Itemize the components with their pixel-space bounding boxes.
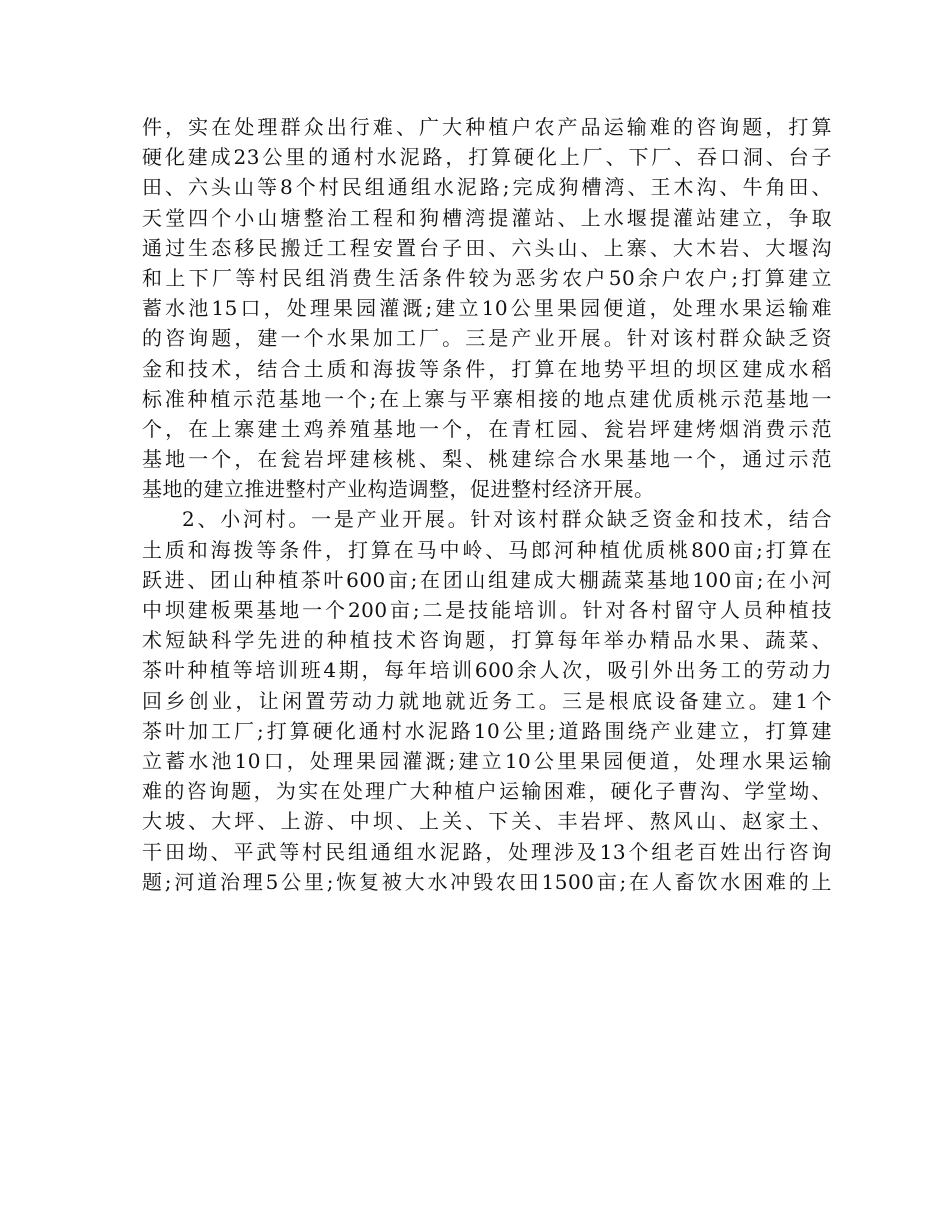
text-line: 中坝建板栗基地一个200亩;二是技能培训。针对各村留守人员种植技: [142, 598, 832, 622]
text-line: 田、六头山等8个村民组通组水泥路;完成狗槽湾、王木沟、牛角田、: [142, 175, 832, 200]
paragraph-2: [142, 504, 832, 896]
text-line: 金和技术，结合土质和海拔等条件，打算在地势平坦的坝区建成水稻: [142, 356, 832, 381]
text-line: 茶叶种植等培训班4期，每年培训600余人次，吸引外出务工的劳动力: [142, 658, 832, 683]
text-line: 硬化建成23公里的通村水泥路，打算硬化上厂、下厂、吞口洞、台子: [142, 145, 832, 170]
text-line: 2、小河村。一是产业开展。针对该村群众缺乏资金和技术，结合: [182, 507, 832, 532]
text-line: 土质和海拨等条件，打算在马中岭、马郎河种植优质桃800亩;打算在: [142, 537, 832, 562]
text-line: 个，在上寨建土鸡养殖基地一个，在青杠园、瓮岩坪建烤烟消费示范: [142, 416, 832, 441]
text-line: 跃进、团山种植茶叶600亩;在团山组建成大棚蔬菜基地100亩;在小河: [142, 567, 832, 592]
text-line: 干田坳、平武等村民组通组水泥路，处理涉及13个组老百姓出行咨询: [142, 839, 832, 864]
text-line: 蓄水池15口，处理果园灌溉;建立10公里果园便道，处理水果运输难: [142, 296, 832, 321]
text-line: 立蓄水池10口，处理果园灌溉;建立10公里果园便道，处理水果运输: [142, 748, 832, 773]
text-line: 件，实在处理群众出行难、广大种植户农产品运输难的咨询题，打算: [142, 115, 832, 139]
text-line: 术短缺科学先进的种植技术咨询题，打算每年举办精品水果、蔬菜、: [142, 628, 832, 653]
text-line: 题;河道治理5公里;恢复被大水冲毁农田1500亩;在人畜饮水困难的上: [142, 869, 832, 894]
text-line: 基地的建立推进整村产业构造调整，促进整村经济开展。: [142, 477, 655, 502]
text-line: 通过生态移民搬迁工程安置台子田、六头山、上寨、大木岩、大堰沟: [142, 235, 832, 260]
text-line: 回乡创业，让闲置劳动力就地就近务工。三是根底设备建立。建1个: [142, 688, 832, 713]
text-line: 标准种植示范基地一个;在上寨与平寨相接的地点建优质桃示范基地一: [142, 386, 832, 411]
text-line: 和上下厂等村民组消费生活条件较为恶劣农户50余户农户;打算建立: [142, 265, 832, 290]
text-line: 大坡、大坪、上游、中坝、上关、下关、丰岩坪、熬风山、赵家土、: [142, 809, 832, 834]
paragraph-1: [142, 112, 832, 504]
text-line: 茶叶加工厂;打算硬化通村水泥路10公里;道路围绕产业建立，打算建: [142, 718, 832, 743]
text-line: 基地一个，在瓮岩坪建核桃、梨、桃建综合水果基地一个，通过示范: [142, 447, 832, 472]
text-line: 天堂四个小山塘整治工程和狗槽湾提灌站、上水堰提灌站建立，争取: [142, 205, 832, 230]
text-line: 的咨询题，建一个水果加工厂。三是产业开展。针对该村群众缺乏资: [142, 326, 832, 351]
text-line: 难的咨询题，为实在处理广大种植户运输困难，硬化子曹沟、学堂坳、: [142, 779, 832, 804]
body-text: [142, 112, 832, 897]
